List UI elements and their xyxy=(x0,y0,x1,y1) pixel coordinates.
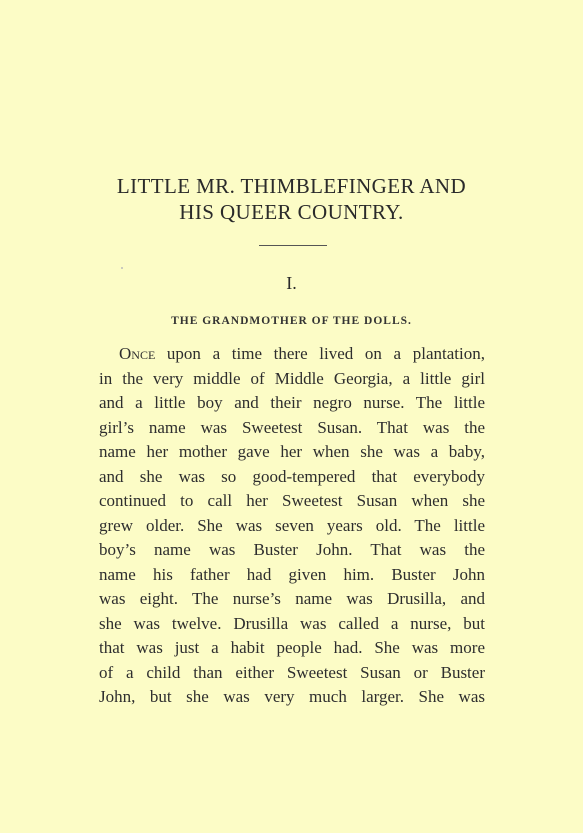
first-line-text: upon a time there lived on a plantation, xyxy=(155,344,485,363)
text-line: continued to call her Sweetest Susan when she xyxy=(99,491,485,510)
text-line: she was twelve. Drusilla was called a nurse, but xyxy=(99,613,485,633)
text-line: grew older. She was seven years old. The little xyxy=(99,515,485,535)
chapter-number: I. xyxy=(286,273,297,293)
text-line: name her mother gave her when she was a baby, xyxy=(99,442,485,461)
body-text xyxy=(99,342,485,710)
book-title-line-1: LITTLE MR. THIMBLEFINGER AND xyxy=(116,174,467,198)
text-line: of a child than either Sweetest Susan or Buster xyxy=(99,662,485,682)
title-divider-rule xyxy=(259,245,327,246)
text-line xyxy=(99,342,485,367)
chapter-title: THE GRANDMOTHER OF THE DOLLS. xyxy=(171,315,412,327)
text-line: and a little boy and their negro nurse. The little xyxy=(99,393,485,412)
text-line: John, but she was very much larger. She was xyxy=(99,687,485,706)
text-line: name his father had given him. Buster John xyxy=(99,564,485,584)
book-title-line-2: HIS QUEER COUNTRY. xyxy=(179,200,404,224)
drop-word: Once xyxy=(119,344,156,363)
text-line: girl’s name was Sweetest Susan. That was the xyxy=(99,417,485,437)
text-line: boy’s name was Buster John. That was the xyxy=(99,540,485,559)
text-line: and she was so good-tempered that everybody xyxy=(99,466,485,486)
text-line: in the very middle of Middle Georgia, a little girl xyxy=(99,368,485,388)
text-line: was eight. The nurse’s name was Drusilla, and xyxy=(99,589,485,608)
paper-speck xyxy=(121,267,123,269)
text-line: that was just a habit people had. She was more xyxy=(99,638,485,657)
